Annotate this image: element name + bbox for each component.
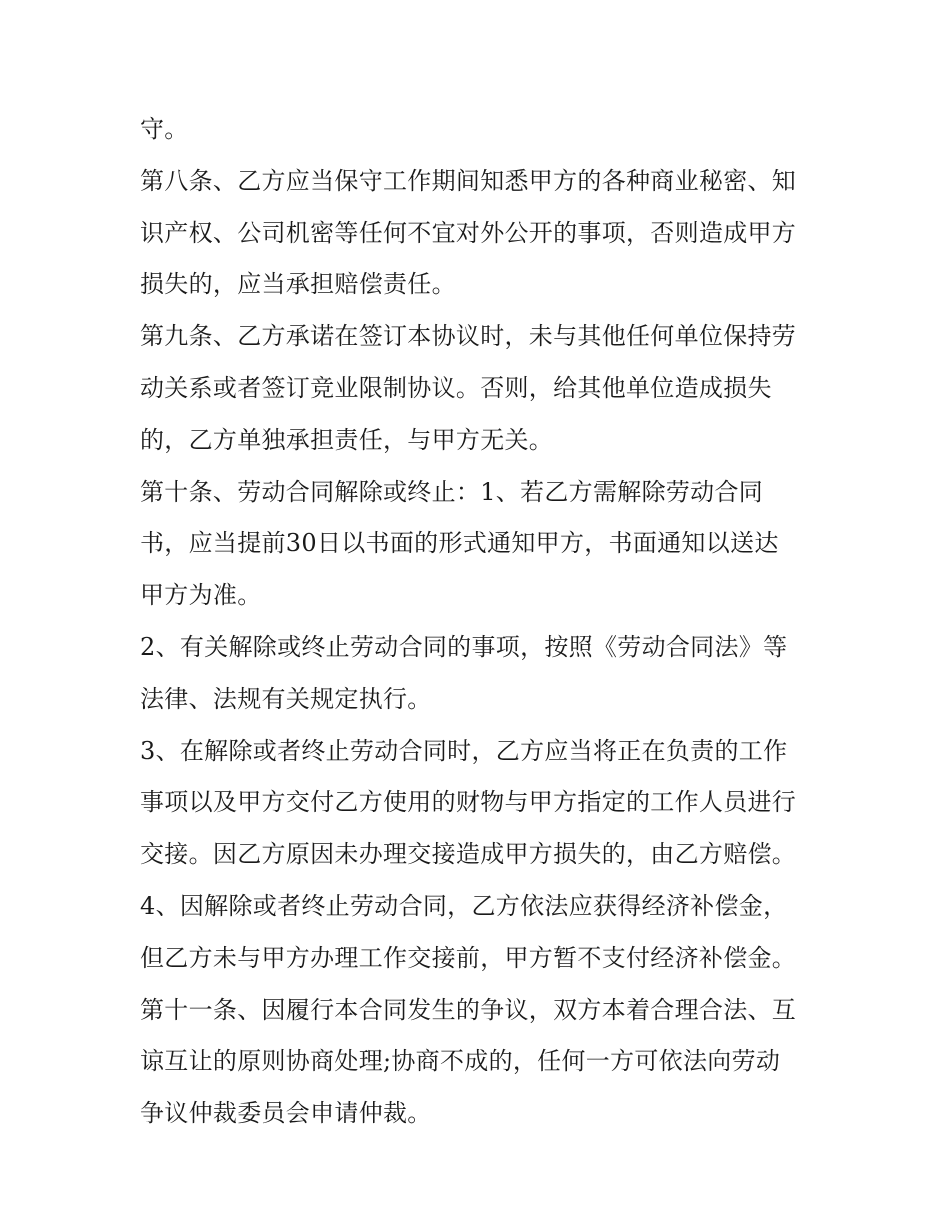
text-line: 但乙方未与甲方办理工作交接前，甲方暂不支付经济补偿金。 [140,943,797,972]
text-line: 法律、法规有关规定执行。 [140,684,432,713]
text-line: 甲方为准。 [140,581,262,610]
text-line: 第十一条、因履行本合同发生的争议，双方本着合理合法、互 [140,995,797,1024]
text-line: 书，应当提前30日以书面的形式通知甲方，书面通知以送达 [140,529,779,558]
text-line: 识产权、公司机密等任何不宜对外公开的事项，否则造成甲方 [140,218,797,247]
text-line: 第九条、乙方承诺在签订本协议时，未与其他任何单位保持劳 [140,322,797,351]
text-line: 争议仲裁委员会申请仲裁。 [140,1099,432,1128]
text-line: 第十条、劳动合同解除或终止：1、若乙方需解除劳动合同 [140,477,764,506]
text-line: 交接。因乙方原因未办理交接造成甲方损失的，由乙方赔偿。 [140,840,797,869]
text-line: 谅互让的原则协商处理;协商不成的，任何一方可依法向劳动 [140,1047,781,1076]
text-line: 4、因解除或者终止劳动合同，乙方依法应获得经济补偿金， [140,891,788,920]
text-line: 损失的，应当承担赔偿责任。 [140,270,456,299]
text-line: 守。 [140,115,189,143]
text-line: 的，乙方单独承担责任，与甲方无关。 [140,425,554,454]
contract-text [140,110,830,1146]
text-line: 事项以及甲方交付乙方使用的财物与甲方指定的工作人员进行 [140,788,797,817]
text-line: 动关系或者签订竞业限制协议。否则，给其他单位造成损失 [140,373,772,402]
text-line: 3、在解除或者终止劳动合同时，乙方应当将正在负责的工作 [140,736,788,765]
text-line: 第八条、乙方应当保守工作期间知悉甲方的各种商业秘密、知 [140,166,797,195]
text-line: 2、有关解除或终止劳动合同的事项，按照《劳动合同法》等 [140,632,788,661]
